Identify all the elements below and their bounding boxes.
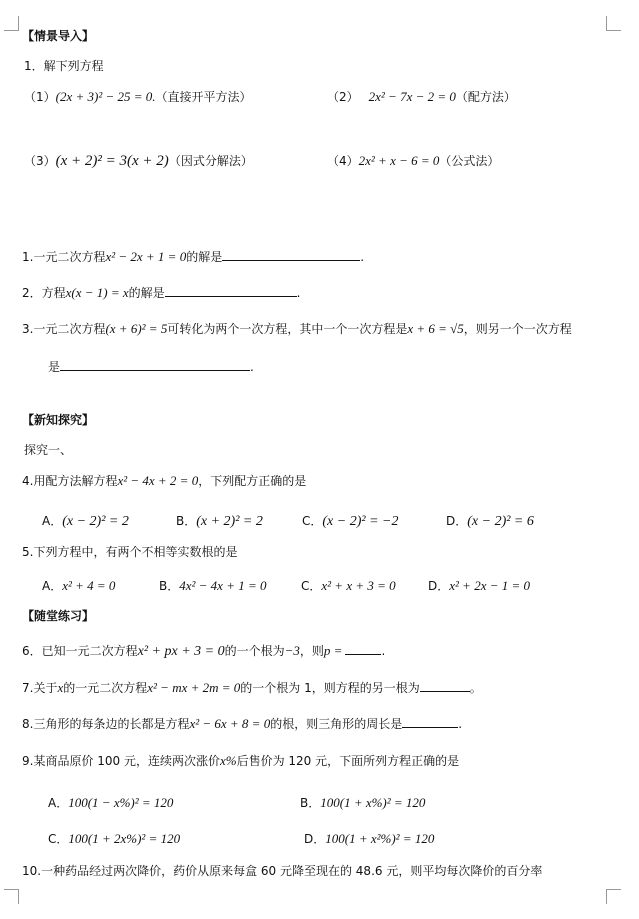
answer-blank[interactable] bbox=[222, 247, 360, 261]
question-5-option-c[interactable]: C．x² + x + 3 = 0 bbox=[301, 578, 396, 593]
answer-blank[interactable] bbox=[420, 678, 470, 692]
question-5-option-d[interactable]: D．x² + 2x − 1 = 0 bbox=[428, 578, 531, 593]
crop-mark-bottom-left bbox=[4, 889, 19, 904]
equation: (2x + 3)² − 25 = 0. bbox=[55, 89, 156, 104]
equation: (x + 2)² = 3(x + 2) bbox=[55, 153, 169, 169]
question-10: 10.一种药品经过两次降价，药价从原来每盒 60 元降至现在的 48.6 元，则平均每次降价的百分率 bbox=[22, 864, 543, 878]
problem-4: （4）2x² + x − 6 = 0（公式法） bbox=[327, 153, 500, 168]
crop-mark-top-left bbox=[4, 16, 19, 31]
problem-3: （3）(x + 2)² = 3(x + 2)（因式分解法） bbox=[24, 153, 253, 169]
section-heading-practice: 【随堂练习】 bbox=[22, 609, 95, 623]
equation: x² − mx + 2m = 0 bbox=[147, 680, 241, 695]
problem-1: （1）(2x + 3)² − 25 = 0.（直接开平方法） bbox=[24, 89, 252, 104]
question-6: 6．已知一元二次方程x² + px + 3 = 0的一个根为−3，则p = . bbox=[22, 643, 386, 659]
section-heading-explore: 【新知探究】 bbox=[22, 413, 95, 427]
question-4-option-b[interactable]: B．(x + 2)² = 2 bbox=[176, 514, 263, 529]
question-4: 4.用配方法解方程x² − 4x + 2 = 0，下列配方正确的是 bbox=[22, 473, 307, 488]
fill-question-3: 3.一元二次方程(x + 6)² = 5可转化为两个一次方程，其中一个一次方程是x + 6 = √5，则另一个一次方程 bbox=[22, 321, 572, 336]
question-9: 9.某商品原价 100 元，连续两次涨价x%后售价为 120 元，下面所列方程正确的是 bbox=[22, 753, 460, 768]
equation: x² + px + 3 = 0 bbox=[137, 644, 225, 659]
equation: (x + 6)² = 5 bbox=[105, 321, 168, 336]
question-5-option-b[interactable]: B．4x² − 4x + 1 = 0 bbox=[159, 578, 267, 593]
question-9-option-a[interactable]: A．100(1 − x%)² = 120 bbox=[48, 795, 174, 810]
equation: x² − 4x + 2 = 0 bbox=[117, 473, 199, 488]
answer-blank[interactable] bbox=[60, 357, 250, 371]
question-1-title: 1．解下列方程 bbox=[24, 59, 104, 73]
answer-blank[interactable] bbox=[165, 283, 297, 297]
question-4-option-c[interactable]: C．(x − 2)² = −2 bbox=[302, 514, 399, 529]
answer-blank[interactable] bbox=[345, 641, 381, 655]
question-4-option-a[interactable]: A．(x − 2)² = 2 bbox=[42, 514, 129, 529]
question-8: 8.三角形的每条边的长都是方程x² − 6x + 8 = 0的根，则三角形的周长是 . bbox=[22, 716, 463, 731]
question-9-option-d[interactable]: D．100(1 + x²%)² = 120 bbox=[304, 831, 435, 846]
equation: 2x² − 7x − 2 = 0 bbox=[368, 89, 456, 104]
crop-mark-bottom-right bbox=[606, 889, 621, 904]
fill-question-2: 2．方程x(x − 1) = x的解是 . bbox=[22, 285, 301, 300]
fill-question-1: 1.一元二次方程x² − 2x + 1 = 0的解是 . bbox=[22, 249, 365, 264]
question-7: 7.关于x的一元二次方程x² − mx + 2m = 0的一个根为 1，则方程的另一根为 。 bbox=[22, 680, 482, 695]
question-9-option-c[interactable]: C．100(1 + 2x%)² = 120 bbox=[48, 831, 181, 846]
equation: x² − 2x + 1 = 0 bbox=[105, 249, 187, 264]
question-9-option-b[interactable]: B．100(1 + x%)² = 120 bbox=[300, 795, 426, 810]
problem-2: （2） 2x² − 7x − 2 = 0（配方法） bbox=[327, 89, 516, 104]
equation: x + 6 = √5 bbox=[407, 321, 464, 336]
equation: x² − 6x + 8 = 0 bbox=[189, 716, 271, 731]
question-5-option-a[interactable]: A．x² + 4 = 0 bbox=[42, 578, 116, 593]
answer-blank[interactable] bbox=[402, 714, 458, 728]
fill-question-3-line-2: 是 . bbox=[48, 357, 254, 376]
question-5: 5.下列方程中，有两个不相等实数根的是 bbox=[22, 545, 238, 559]
question-4-option-d[interactable]: D．(x − 2)² = 6 bbox=[446, 514, 534, 529]
section-heading-intro: 【情景导入】 bbox=[22, 29, 95, 43]
explore-subheading: 探究一、 bbox=[24, 443, 73, 457]
equation: x(x − 1) = x bbox=[65, 285, 129, 300]
crop-mark-top-right bbox=[606, 16, 621, 31]
equation: 2x² + x − 6 = 0 bbox=[358, 153, 440, 168]
